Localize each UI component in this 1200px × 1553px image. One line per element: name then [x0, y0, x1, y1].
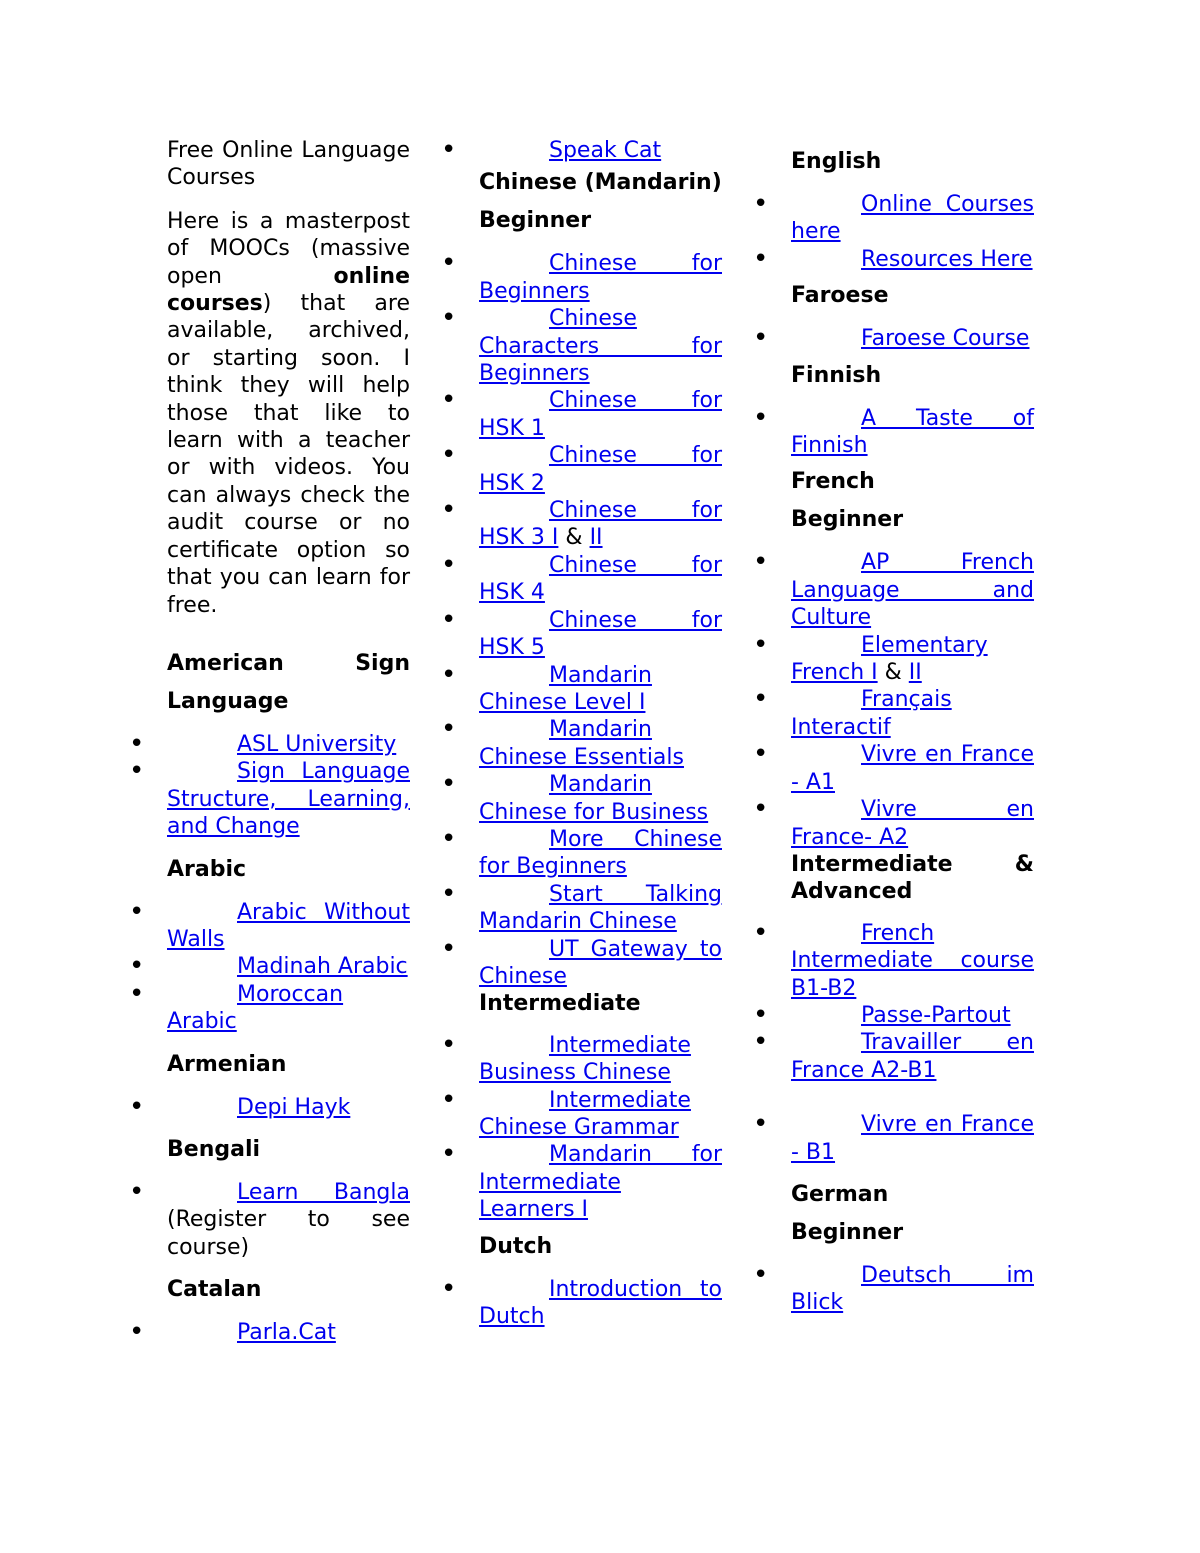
list-item: [479, 305, 722, 387]
link-moroccan-arabic[interactable]: Moroccan Arabic: [167, 981, 344, 1035]
link-chinese-hsk5[interactable]: Chinese for HSK 5: [479, 607, 722, 661]
list-item: [479, 552, 722, 607]
intro-bold-text: online courses: [167, 263, 410, 317]
heading-dutch: Dutch: [479, 1233, 553, 1259]
list-item: [479, 607, 722, 662]
french-beginner-list: [791, 549, 1034, 850]
intro-paragraph: [167, 208, 410, 619]
english-list: [791, 191, 1034, 273]
link-passe-partout[interactable]: Passe-Partout: [861, 1002, 1011, 1028]
list-item: [791, 1029, 1034, 1084]
link-travailler-en-france[interactable]: Travailler en France A2-B1: [791, 1030, 1034, 1083]
column-2: [479, 137, 722, 1330]
link-parla-cat[interactable]: Parla.Cat: [237, 1320, 336, 1346]
list-item: [479, 662, 722, 717]
link-speak-cat[interactable]: Speak Cat: [549, 138, 662, 163]
heading-arabic: Arabic: [167, 856, 247, 882]
list-item: [167, 981, 410, 1036]
chinese-beginner-list: [479, 250, 722, 990]
list-item: [791, 632, 1034, 687]
asl-list: [167, 731, 410, 841]
list-item: [791, 549, 1034, 631]
link-vivre-en-france-a2[interactable]: Vivre en France- A2: [791, 797, 1034, 850]
ampersand: &: [558, 525, 590, 551]
link-taste-of-finnish[interactable]: A Taste of Finnish: [791, 405, 1034, 459]
list-item: [791, 686, 1034, 741]
link-faroese-course[interactable]: Faroese Course: [861, 326, 1030, 352]
intro-text-1: Here is a masterpost of MOOCs (massive open: [167, 208, 410, 289]
list-item: [479, 387, 722, 442]
link-mandarin-business[interactable]: Mandarin Chinese for Business: [479, 772, 709, 825]
column-3: [791, 137, 1034, 1317]
list-item: [791, 1262, 1034, 1317]
link-vivre-en-france-b1[interactable]: Vivre en France - B1: [791, 1112, 1034, 1165]
list-item: [167, 1319, 410, 1346]
list-item: [479, 250, 722, 305]
link-vivre-en-france-a1[interactable]: Vivre en France - A1: [791, 742, 1034, 795]
link-chinese-for-beginners[interactable]: Chinese for Beginners: [479, 251, 722, 304]
finnish-list: [791, 405, 1034, 460]
heading-american-sign-language: American Sign Language: [167, 650, 410, 714]
list-item: [479, 1032, 722, 1087]
link-ut-gateway[interactable]: UT Gateway to Chinese: [479, 936, 722, 989]
link-chinese-hsk3-ii[interactable]: II: [589, 525, 603, 551]
list-item: [479, 771, 722, 826]
list-item: [479, 1087, 722, 1142]
link-elementary-french-i[interactable]: Elementary French I: [791, 632, 988, 686]
list-item: [167, 1094, 410, 1121]
link-more-chinese[interactable]: More Chinese for Beginners: [479, 826, 722, 880]
heading-chinese-beginner: Beginner: [479, 208, 592, 234]
link-depi-hayk[interactable]: Depi Hayk: [237, 1094, 351, 1120]
link-chinese-hsk1[interactable]: Chinese for HSK 1: [479, 388, 722, 441]
dutch-list: [479, 1276, 722, 1331]
list-item: [479, 1141, 722, 1223]
link-intermediate-business[interactable]: Intermediate Business Chinese: [479, 1032, 691, 1086]
link-start-talking-mandarin[interactable]: Start Talking Mandarin Chinese: [479, 881, 722, 935]
arabic-list: [167, 899, 410, 1036]
list-item: [167, 1179, 410, 1261]
link-chinese-hsk2[interactable]: Chinese for HSK 2: [479, 443, 722, 496]
heading-german: German: [791, 1181, 889, 1207]
list-item: [479, 826, 722, 881]
chinese-intermediate-list: [479, 1032, 722, 1224]
heading-chinese-intermediate: Intermediate: [479, 991, 641, 1017]
link-chinese-characters[interactable]: Chinese Characters for Beginners: [479, 306, 722, 387]
catalan-list-continued: [479, 137, 722, 164]
link-resources[interactable]: Resources Here: [861, 246, 1033, 272]
list-item: [167, 758, 410, 840]
heading-french: French: [791, 469, 875, 495]
german-list: [791, 1262, 1034, 1317]
faroese-list: [791, 325, 1034, 352]
heading-french-intermediate-advanced: Intermediate & Advanced: [791, 851, 1034, 905]
heading-finnish: Finnish: [791, 362, 882, 388]
list-item: [479, 936, 722, 991]
list-item: [167, 953, 410, 980]
bengali-note: (Register to see course): [167, 1207, 410, 1260]
list-item: [791, 405, 1034, 460]
link-arabic-without-walls[interactable]: Arabic Without Walls: [167, 899, 410, 952]
link-learn-bangla[interactable]: Learn Bangla: [237, 1179, 410, 1205]
heading-bengali: Bengali: [167, 1136, 261, 1162]
list-item: [791, 325, 1034, 352]
column-1: [167, 137, 410, 1347]
link-mandarin-essentials[interactable]: Mandarin Chinese Essentials: [479, 717, 684, 770]
list-item: [479, 881, 722, 936]
list-item: [479, 497, 722, 552]
list-item: [479, 1276, 722, 1331]
link-madinah-arabic[interactable]: Madinah Arabic: [237, 954, 408, 980]
heading-chinese-mandarin: Chinese (Mandarin): [479, 170, 722, 196]
link-asl-university[interactable]: ASL University: [237, 731, 397, 757]
list-item: [791, 1002, 1034, 1029]
link-online-courses[interactable]: Online Courses here: [791, 192, 1034, 245]
list-item: [791, 1111, 1034, 1166]
heading-faroese: Faroese: [791, 283, 889, 309]
link-ap-french[interactable]: AP French Language and Culture: [791, 550, 1034, 631]
document-title: Free Online Language Courses: [167, 138, 410, 191]
list-item: [791, 246, 1034, 273]
link-chinese-hsk4[interactable]: Chinese for HSK 4: [479, 552, 722, 606]
catalan-list: [167, 1319, 410, 1346]
list-item: [791, 191, 1034, 246]
link-french-intermediate-course[interactable]: French Intermediate course B1-B2: [791, 920, 1034, 1001]
bengali-list: [167, 1179, 410, 1261]
link-mandarin-level-i[interactable]: Mandarin Chinese Level I: [479, 662, 652, 715]
heading-english: English: [791, 149, 882, 174]
intro-text-2: ) that are available, archived, or starting soon. I think they will help those that like to learn with a teacher or with videos. You can always check the audit course or no certificate option so that you can learn for free.: [167, 291, 410, 618]
link-elementary-french-ii[interactable]: II: [908, 660, 922, 686]
heading-catalan: Catalan: [167, 1277, 262, 1303]
link-mandarin-intermediate[interactable]: Mandarin for Intermediate Learners I: [479, 1142, 722, 1223]
link-intermediate-grammar[interactable]: Intermediate Chinese Grammar: [479, 1087, 691, 1140]
list-item: [479, 442, 722, 497]
ampersand: &: [877, 660, 909, 686]
list-item: [167, 731, 410, 758]
armenian-list: [167, 1094, 410, 1121]
link-deutsch-im-blick[interactable]: Deutsch im Blick: [791, 1262, 1034, 1316]
list-item: [479, 716, 722, 771]
list-item: [479, 137, 722, 164]
french-advanced-list: [791, 920, 1034, 1166]
link-chinese-hsk3-i[interactable]: Chinese for HSK 3 I: [479, 498, 722, 551]
link-sign-language-structure[interactable]: Sign Language Structure, Learning, and Change: [167, 759, 410, 840]
heading-french-beginner: Beginner: [791, 507, 904, 533]
link-introduction-to-dutch[interactable]: Introduction to Dutch: [479, 1276, 722, 1330]
heading-german-beginner: Beginner: [791, 1219, 904, 1245]
list-item: [791, 796, 1034, 851]
list-item: [791, 920, 1034, 1002]
heading-armenian: Armenian: [167, 1051, 287, 1077]
list-item: [167, 899, 410, 954]
link-francais-interactif[interactable]: Français Interactif: [791, 687, 952, 740]
list-item: [791, 741, 1034, 796]
